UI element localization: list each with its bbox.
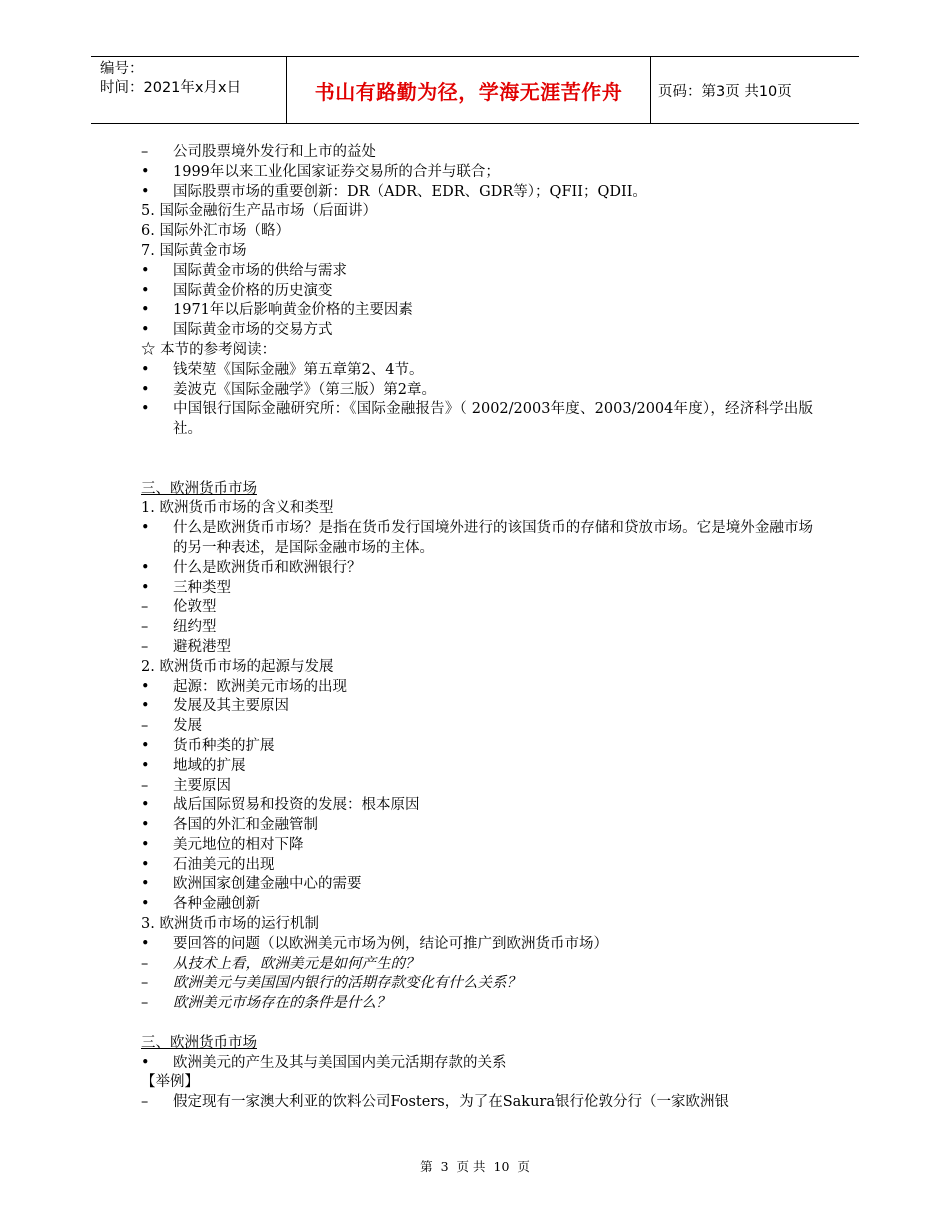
dash-item [141,974,813,994]
item-text: 避税港型 [173,638,231,655]
blank-line [141,1014,813,1034]
time-label: 时间：2021年x月x日 [100,80,242,96]
footer-post: 页 [517,1159,530,1174]
page-footer [0,1157,950,1175]
item-text: 主要原因 [173,777,231,794]
item-text: 战后国际贸易和投资的发展：根本原因 [173,797,420,814]
item-text: 欧洲美元市场存在的条件是什么？ [173,995,391,1012]
item-text: 什么是欧洲货币和欧洲银行？ [173,559,362,576]
item-text: 伦敦型 [173,599,217,616]
item-text: 1971年以后影响黄金价格的主要因素 [173,302,413,319]
dash-item [141,618,813,638]
footer-mid: 页 共 [456,1159,486,1174]
bullet-marker: • [141,737,150,754]
item-text: 国际黄金市场的交易方式 [173,322,333,339]
bullet-marker: • [141,896,150,913]
dash-item [141,638,813,658]
bullet-marker: • [141,401,150,418]
bullet-marker: • [141,322,150,339]
item-text: 地域的扩展 [173,757,246,774]
bullet-marker: • [141,856,150,873]
item-text: 发展及其主要原因 [173,698,289,715]
header-motto: 书山有路勤为径，学海无涯苦作舟 [286,57,651,123]
bullet-marker: • [141,163,150,180]
dash-marker: – [141,955,149,972]
bullet-item [141,796,813,816]
dash-marker: – [141,995,149,1012]
paragraph-line: 7. 国际黄金市场 [141,242,247,259]
item-text: 中国银行国际金融研究所：《国际金融报告》（ 2002/2003年度、2003/2004年度），经济科学出版社。 [173,401,813,438]
bullet-item [141,875,813,895]
bullet-item [141,856,813,876]
item-text: 欧洲美元与美国国内银行的活期存款变化有什么关系？ [173,975,521,992]
bullet-marker: • [141,361,150,378]
bullet-marker: • [141,183,150,200]
item-text: 欧洲美元的产生及其与美国国内美元活期存款的关系 [173,1054,507,1071]
bullet-item [141,400,813,440]
bullet-item [141,183,813,203]
dash-marker: – [141,599,149,616]
bullet-item [141,1054,813,1074]
item-text: 三种类型 [173,579,231,596]
bullet-item [141,836,813,856]
paragraph-line: 5. 国际金融衍生产品市场（后面讲） [141,203,377,220]
bullet-marker: • [141,381,150,398]
header-page-code: 页码：第3页 共10页 [658,83,792,100]
bullet-marker: • [141,678,150,695]
page-header [91,56,859,124]
paragraph-line: 2. 欧洲货币市场的起源与发展 [141,658,334,675]
dash-marker: – [141,144,149,160]
bullet-item [141,262,813,282]
bullet-marker: • [141,520,150,537]
bullet-item [141,678,813,698]
item-text: 1999年以来工业化国家证券交易所的合并与联合； [173,163,500,180]
paragraph-line: 3. 欧洲货币市场的运行机制 [141,916,319,933]
item-text: 假定现有一家澳大利亚的饮料公司Fosters，为了在Sakura银行伦敦分行（一家欧洲银 [173,1094,729,1111]
bullet-item [141,163,813,183]
item-text: 姜波克《国际金融学》（第三版）第2章。 [173,381,436,398]
dash-item [141,143,813,163]
bullet-marker: • [141,559,150,576]
item-text: 国际股票市场的重要创新：DR（ADR、EDR、GDR等）；QFII；QDII。 [173,183,647,200]
bullet-item [141,816,813,836]
bullet-item [141,757,813,777]
number-label: 编号： [100,61,144,77]
item-text: 各种金融创新 [173,896,260,913]
dash-item [141,955,813,975]
bullet-item [141,697,813,717]
bullet-item [141,519,813,559]
item-text: 要回答的问题（以欧洲美元市场为例，结论可推广到欧洲货币市场） [173,935,608,952]
bullet-item [141,381,813,401]
footer-pre: 第 [420,1159,433,1174]
item-text: 欧洲国家创建金融中心的需要 [173,876,362,893]
dash-item [141,777,813,797]
bullet-marker: • [141,579,150,596]
section-heading: 三、欧洲货币市场 [141,480,257,497]
bullet-marker: • [141,836,150,853]
footer-page-number: 3 [440,1159,449,1174]
item-text: 什么是欧洲货币市场？是指在货币发行国境外进行的该国货币的存储和贷放市场。它是境外金融市场的另一种表述，是国际金融市场的主体。 [173,520,813,556]
bullet-item [141,935,813,955]
bullet-item [141,579,813,599]
paragraph-line: 6. 国际外汇市场（略） [141,223,290,240]
item-text: 石油美元的出现 [173,856,275,873]
item-text: 国际黄金价格的历史演变 [173,282,333,299]
dash-item [141,717,813,737]
header-meta [100,60,280,98]
dash-item [141,598,813,618]
bullet-marker: • [141,282,150,299]
bullet-marker: • [141,262,150,279]
bullet-marker: • [141,757,150,774]
bullet-marker: • [141,1054,150,1071]
document-body [141,143,813,1113]
bullet-marker: • [141,935,150,952]
paragraph-line: 【举例】 [141,1074,199,1091]
bullet-item [141,282,813,302]
section-heading: 三、欧洲货币市场 [141,1034,257,1051]
bullet-item [141,301,813,321]
item-text: 国际黄金市场的供给与需求 [173,262,347,279]
dash-marker: – [141,975,149,992]
item-text: 美元地位的相对下降 [173,836,304,853]
dash-marker: – [141,718,149,735]
dash-marker: – [141,638,149,655]
item-text: 起源：欧洲美元市场的出现 [173,678,347,695]
bullet-item [141,895,813,915]
item-text: 各国的外汇和金融管制 [173,817,318,834]
bullet-item [141,361,813,381]
item-text: 钱荣堃《国际金融》第五章第2、4节。 [173,361,424,378]
paragraph-line: 1. 欧洲货币市场的含义和类型 [141,500,334,517]
blank-line [141,460,813,480]
blank-line [141,440,813,460]
item-text: 公司股票境外发行和上市的益处 [173,144,376,160]
bullet-marker: • [141,817,150,834]
bullet-item [141,737,813,757]
bullet-marker: • [141,797,150,814]
bullet-marker: • [141,698,150,715]
item-text: 纽约型 [173,619,217,636]
item-text: 发展 [173,718,202,735]
dash-marker: – [141,1094,149,1111]
dash-item [141,1093,813,1113]
item-text: 货币种类的扩展 [173,737,275,754]
bullet-marker: • [141,302,150,319]
dash-marker: – [141,619,149,636]
footer-total-pages: 10 [493,1159,510,1174]
bullet-marker: • [141,876,150,893]
item-text: 从技术上看，欧洲美元是如何产生的？ [173,955,420,972]
bullet-item [141,559,813,579]
paragraph-line: ☆ 本节的参考阅读： [141,341,277,358]
dash-marker: – [141,777,149,794]
dash-item [141,994,813,1014]
bullet-item [141,321,813,341]
